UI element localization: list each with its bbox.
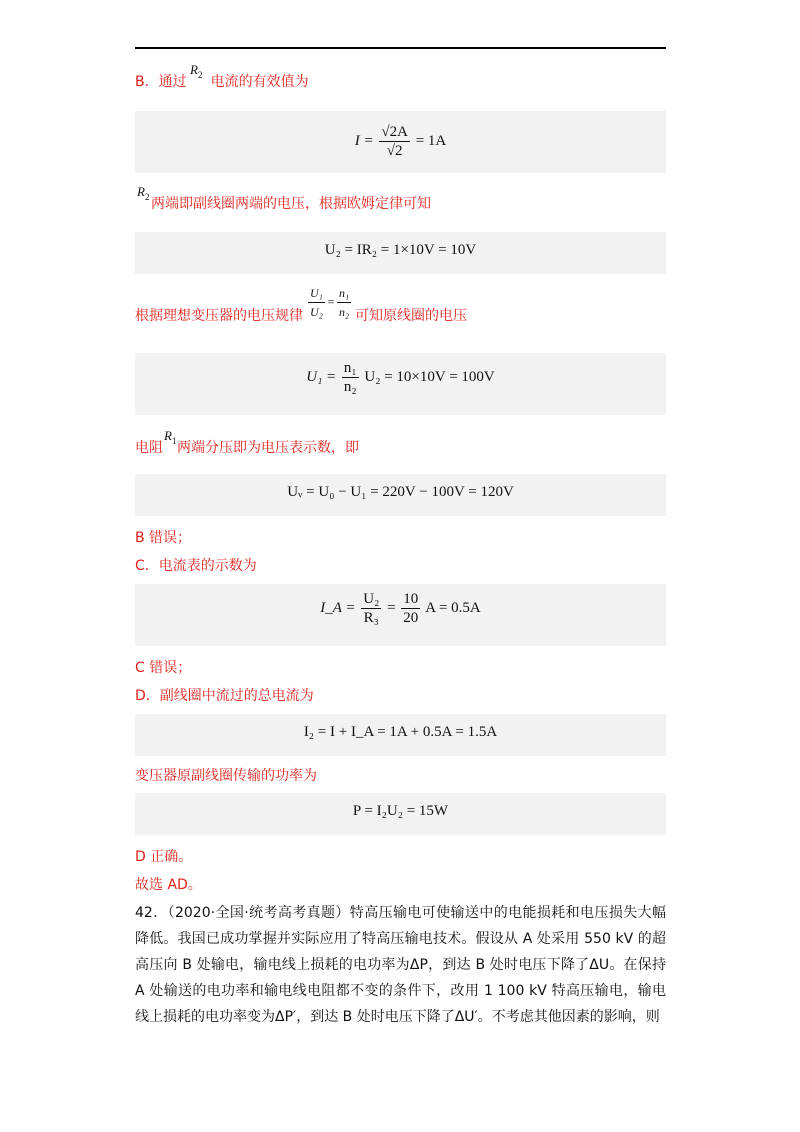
r1-symbol: $R_1$ <box>164 428 177 446</box>
formula-box-3 <box>135 353 666 415</box>
formula-power: P = I₂U₂ = 15W <box>352 803 449 819</box>
r1-heading: 电阻 两端分压即为电压表示数，即 <box>135 440 359 456</box>
c-wrong: C 错误； <box>135 660 192 676</box>
formula-ia: I_A = $\frac{\text{U₂}}{\text{R₃}}$ = $\frac{10}{20}$ A = 0.5A <box>320 591 481 626</box>
formula-box-5 <box>135 584 666 646</box>
option-b-label: B．通过 <box>135 74 187 90</box>
option-b-text: 电流的有效值为 <box>210 74 309 90</box>
r2-symbol: $R_2$ <box>190 62 203 80</box>
formula-uv: Uᵥ = U₀ − U₁ = 220V − 100V = 120V <box>287 484 514 500</box>
option-d-heading: D．副线圈中流过的总电流为 <box>135 688 314 704</box>
formula-box-2 <box>135 232 666 274</box>
answer-line: 故选 AD。 <box>135 877 202 893</box>
formula-box-7 <box>135 793 666 835</box>
r2-text: 两端即副线圈两端的电压，根据欧姆定律可知 <box>151 196 431 212</box>
voltage-law-text: 根据理想变压器的电压规律 可知原线圈的电压 <box>135 308 467 324</box>
r2-symbol-2: $R_2$ <box>137 184 150 202</box>
formula-u2: U₂ = IR₂ = 1×10V = 10V <box>324 242 477 258</box>
formula-u1: U₁ = $\frac{\text{n₁}}{\text{n₂}}$ U₂ = 10×10V = 100V <box>306 360 495 395</box>
formula-box-1 <box>135 111 666 173</box>
formula-i2: I₂ = I + I_A = 1A + 0.5A = 1.5A <box>303 724 498 740</box>
formula-box-6 <box>135 714 666 756</box>
d-right: D 正确。 <box>135 849 193 865</box>
question-42: 42．（2020·全国·统考高考真题）特高压输电可使输送中的电能损耗和电压损失大幅降低。我国已成功掌握并实际应用了特高压输电技术。假设从 A 处采用 550 kV 的超高压向 B 处输电，输电线上损耗的电功率为ΔP，到达 B 处时电压下降了ΔU。在保持 A 处输送的电功率和输电线电阻都不变的条件下，改用 1 100 kV 特高压输电，输电线上损耗的电功率变为ΔP′，到达 B 处时电压下降了ΔU′。不考虑其他因素的影响，则 <box>135 905 666 1025</box>
formula-box-4 <box>135 474 666 516</box>
law-fraction-u: $\frac{\text{U₁}}{\text{U₂}}$ = $\frac{\text{n₁}}{\text{n₂}}$ <box>310 286 350 319</box>
b-wrong: B 错误； <box>135 530 192 546</box>
option-c-heading: C．电流表的示数为 <box>135 558 257 574</box>
power-heading: 变压器原副线圈传输的功率为 <box>135 768 317 784</box>
option-b-heading <box>135 72 309 92</box>
top-rule <box>135 47 666 49</box>
formula-current-rms: I = $\frac{√2A}{√2}$ = 1A <box>354 124 447 159</box>
